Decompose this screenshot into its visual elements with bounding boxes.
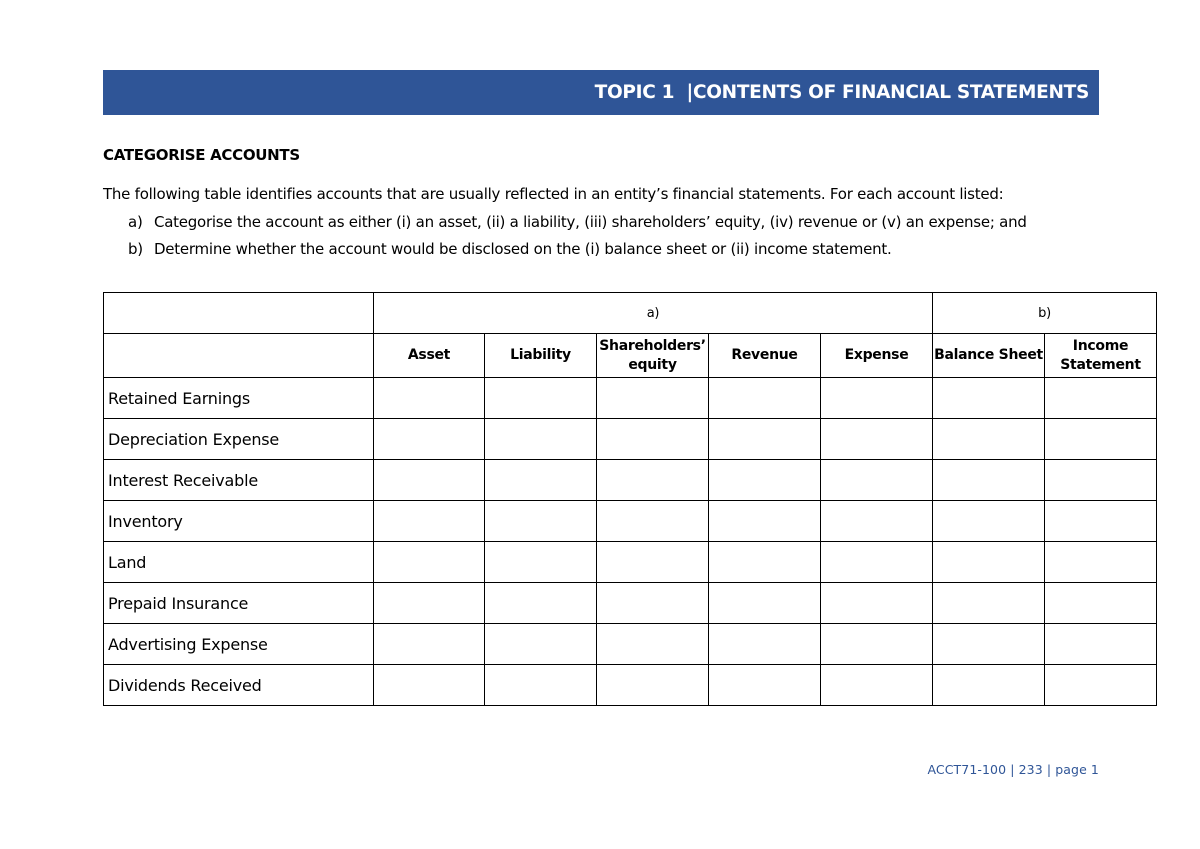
intro-paragraph: The following table identifies accounts that are usually reflected in an entity’s financial statements. For each account listed: — [103, 185, 1004, 203]
answer-cell[interactable] — [933, 624, 1045, 665]
answer-cell[interactable] — [709, 378, 821, 419]
answer-cell[interactable] — [485, 665, 597, 706]
topic-title: TOPIC 1 |CONTENTS OF FINANCIAL STATEMENTS — [594, 82, 1089, 103]
instruction-item — [128, 212, 1027, 239]
answer-cell[interactable] — [1045, 665, 1157, 706]
column-header-income-statement: Income Statement — [1045, 334, 1157, 378]
column-header-liability: Liability — [485, 334, 597, 378]
table-row — [104, 542, 1157, 583]
column-header-row — [104, 334, 1157, 378]
group-a-header: a) — [374, 293, 933, 334]
answer-cell[interactable] — [933, 378, 1045, 419]
answer-cell[interactable] — [597, 624, 709, 665]
answer-cell[interactable] — [597, 583, 709, 624]
instruction-list — [128, 212, 1027, 266]
answer-cell[interactable] — [709, 460, 821, 501]
answer-cell[interactable] — [485, 378, 597, 419]
answer-cell[interactable] — [1045, 624, 1157, 665]
column-header-revenue: Revenue — [709, 334, 821, 378]
answer-cell[interactable] — [374, 501, 485, 542]
answer-cell[interactable] — [1045, 419, 1157, 460]
table-row — [104, 460, 1157, 501]
answer-cell[interactable] — [597, 665, 709, 706]
answer-cell[interactable] — [1045, 542, 1157, 583]
answer-cell[interactable] — [933, 501, 1045, 542]
answer-cell[interactable] — [709, 624, 821, 665]
column-header-shareholders-equity: Shareholders’ equity — [597, 334, 709, 378]
instruction-text: Categorise the account as either (i) an asset, (ii) a liability, (iii) shareholders’ equity, (iv) revenue or (v) an expense; and — [154, 213, 1027, 231]
table-row — [104, 665, 1157, 706]
instruction-letter: a) — [128, 213, 143, 231]
answer-cell[interactable] — [374, 665, 485, 706]
table-row — [104, 378, 1157, 419]
column-header-asset: Asset — [374, 334, 485, 378]
answer-cell[interactable] — [709, 542, 821, 583]
answer-cell[interactable] — [374, 624, 485, 665]
table-row — [104, 624, 1157, 665]
answer-cell[interactable] — [709, 583, 821, 624]
answer-cell[interactable] — [374, 419, 485, 460]
answer-cell[interactable] — [485, 542, 597, 583]
instruction-letter: b) — [128, 240, 143, 258]
account-name: Land — [104, 542, 374, 583]
answer-cell[interactable] — [821, 542, 933, 583]
answer-cell[interactable] — [821, 501, 933, 542]
table-row — [104, 501, 1157, 542]
accounts-table — [103, 292, 1157, 706]
answer-cell[interactable] — [821, 624, 933, 665]
table-row — [104, 419, 1157, 460]
answer-cell[interactable] — [597, 419, 709, 460]
answer-cell[interactable] — [933, 460, 1045, 501]
answer-cell[interactable] — [821, 665, 933, 706]
answer-cell[interactable] — [933, 542, 1045, 583]
answer-cell[interactable] — [485, 501, 597, 542]
answer-cell[interactable] — [597, 460, 709, 501]
column-header-expense: Expense — [821, 334, 933, 378]
answer-cell[interactable] — [597, 378, 709, 419]
section-title: CATEGORISE ACCOUNTS — [103, 146, 300, 164]
blank-header-cell — [104, 293, 374, 334]
answer-cell[interactable] — [485, 460, 597, 501]
answer-cell[interactable] — [933, 665, 1045, 706]
instruction-text: Determine whether the account would be disclosed on the (i) balance sheet or (ii) income statement. — [154, 240, 892, 258]
answer-cell[interactable] — [597, 501, 709, 542]
column-header-balance-sheet: Balance Sheet — [933, 334, 1045, 378]
account-name: Depreciation Expense — [104, 419, 374, 460]
answer-cell[interactable] — [374, 378, 485, 419]
page-footer: ACCT71-100 | 233 | page 1 — [927, 762, 1099, 777]
table-row — [104, 583, 1157, 624]
answer-cell[interactable] — [709, 665, 821, 706]
answer-cell[interactable] — [709, 419, 821, 460]
answer-cell[interactable] — [374, 542, 485, 583]
account-name: Inventory — [104, 501, 374, 542]
instruction-item — [128, 239, 1027, 266]
blank-header-cell — [104, 334, 374, 378]
group-b-header: b) — [933, 293, 1157, 334]
account-name: Prepaid Insurance — [104, 583, 374, 624]
answer-cell[interactable] — [485, 583, 597, 624]
answer-cell[interactable] — [485, 419, 597, 460]
answer-cell[interactable] — [1045, 501, 1157, 542]
answer-cell[interactable] — [1045, 378, 1157, 419]
answer-cell[interactable] — [821, 460, 933, 501]
account-name: Advertising Expense — [104, 624, 374, 665]
answer-cell[interactable] — [374, 583, 485, 624]
answer-cell[interactable] — [933, 419, 1045, 460]
answer-cell[interactable] — [821, 583, 933, 624]
topic-banner — [103, 70, 1099, 115]
answer-cell[interactable] — [821, 419, 933, 460]
answer-cell[interactable] — [821, 378, 933, 419]
answer-cell[interactable] — [933, 583, 1045, 624]
answer-cell[interactable] — [709, 501, 821, 542]
answer-cell[interactable] — [1045, 460, 1157, 501]
group-header-row — [104, 293, 1157, 334]
account-name: Retained Earnings — [104, 378, 374, 419]
account-name: Interest Receivable — [104, 460, 374, 501]
answer-cell[interactable] — [485, 624, 597, 665]
answer-cell[interactable] — [597, 542, 709, 583]
account-name: Dividends Received — [104, 665, 374, 706]
answer-cell[interactable] — [1045, 583, 1157, 624]
answer-cell[interactable] — [374, 460, 485, 501]
